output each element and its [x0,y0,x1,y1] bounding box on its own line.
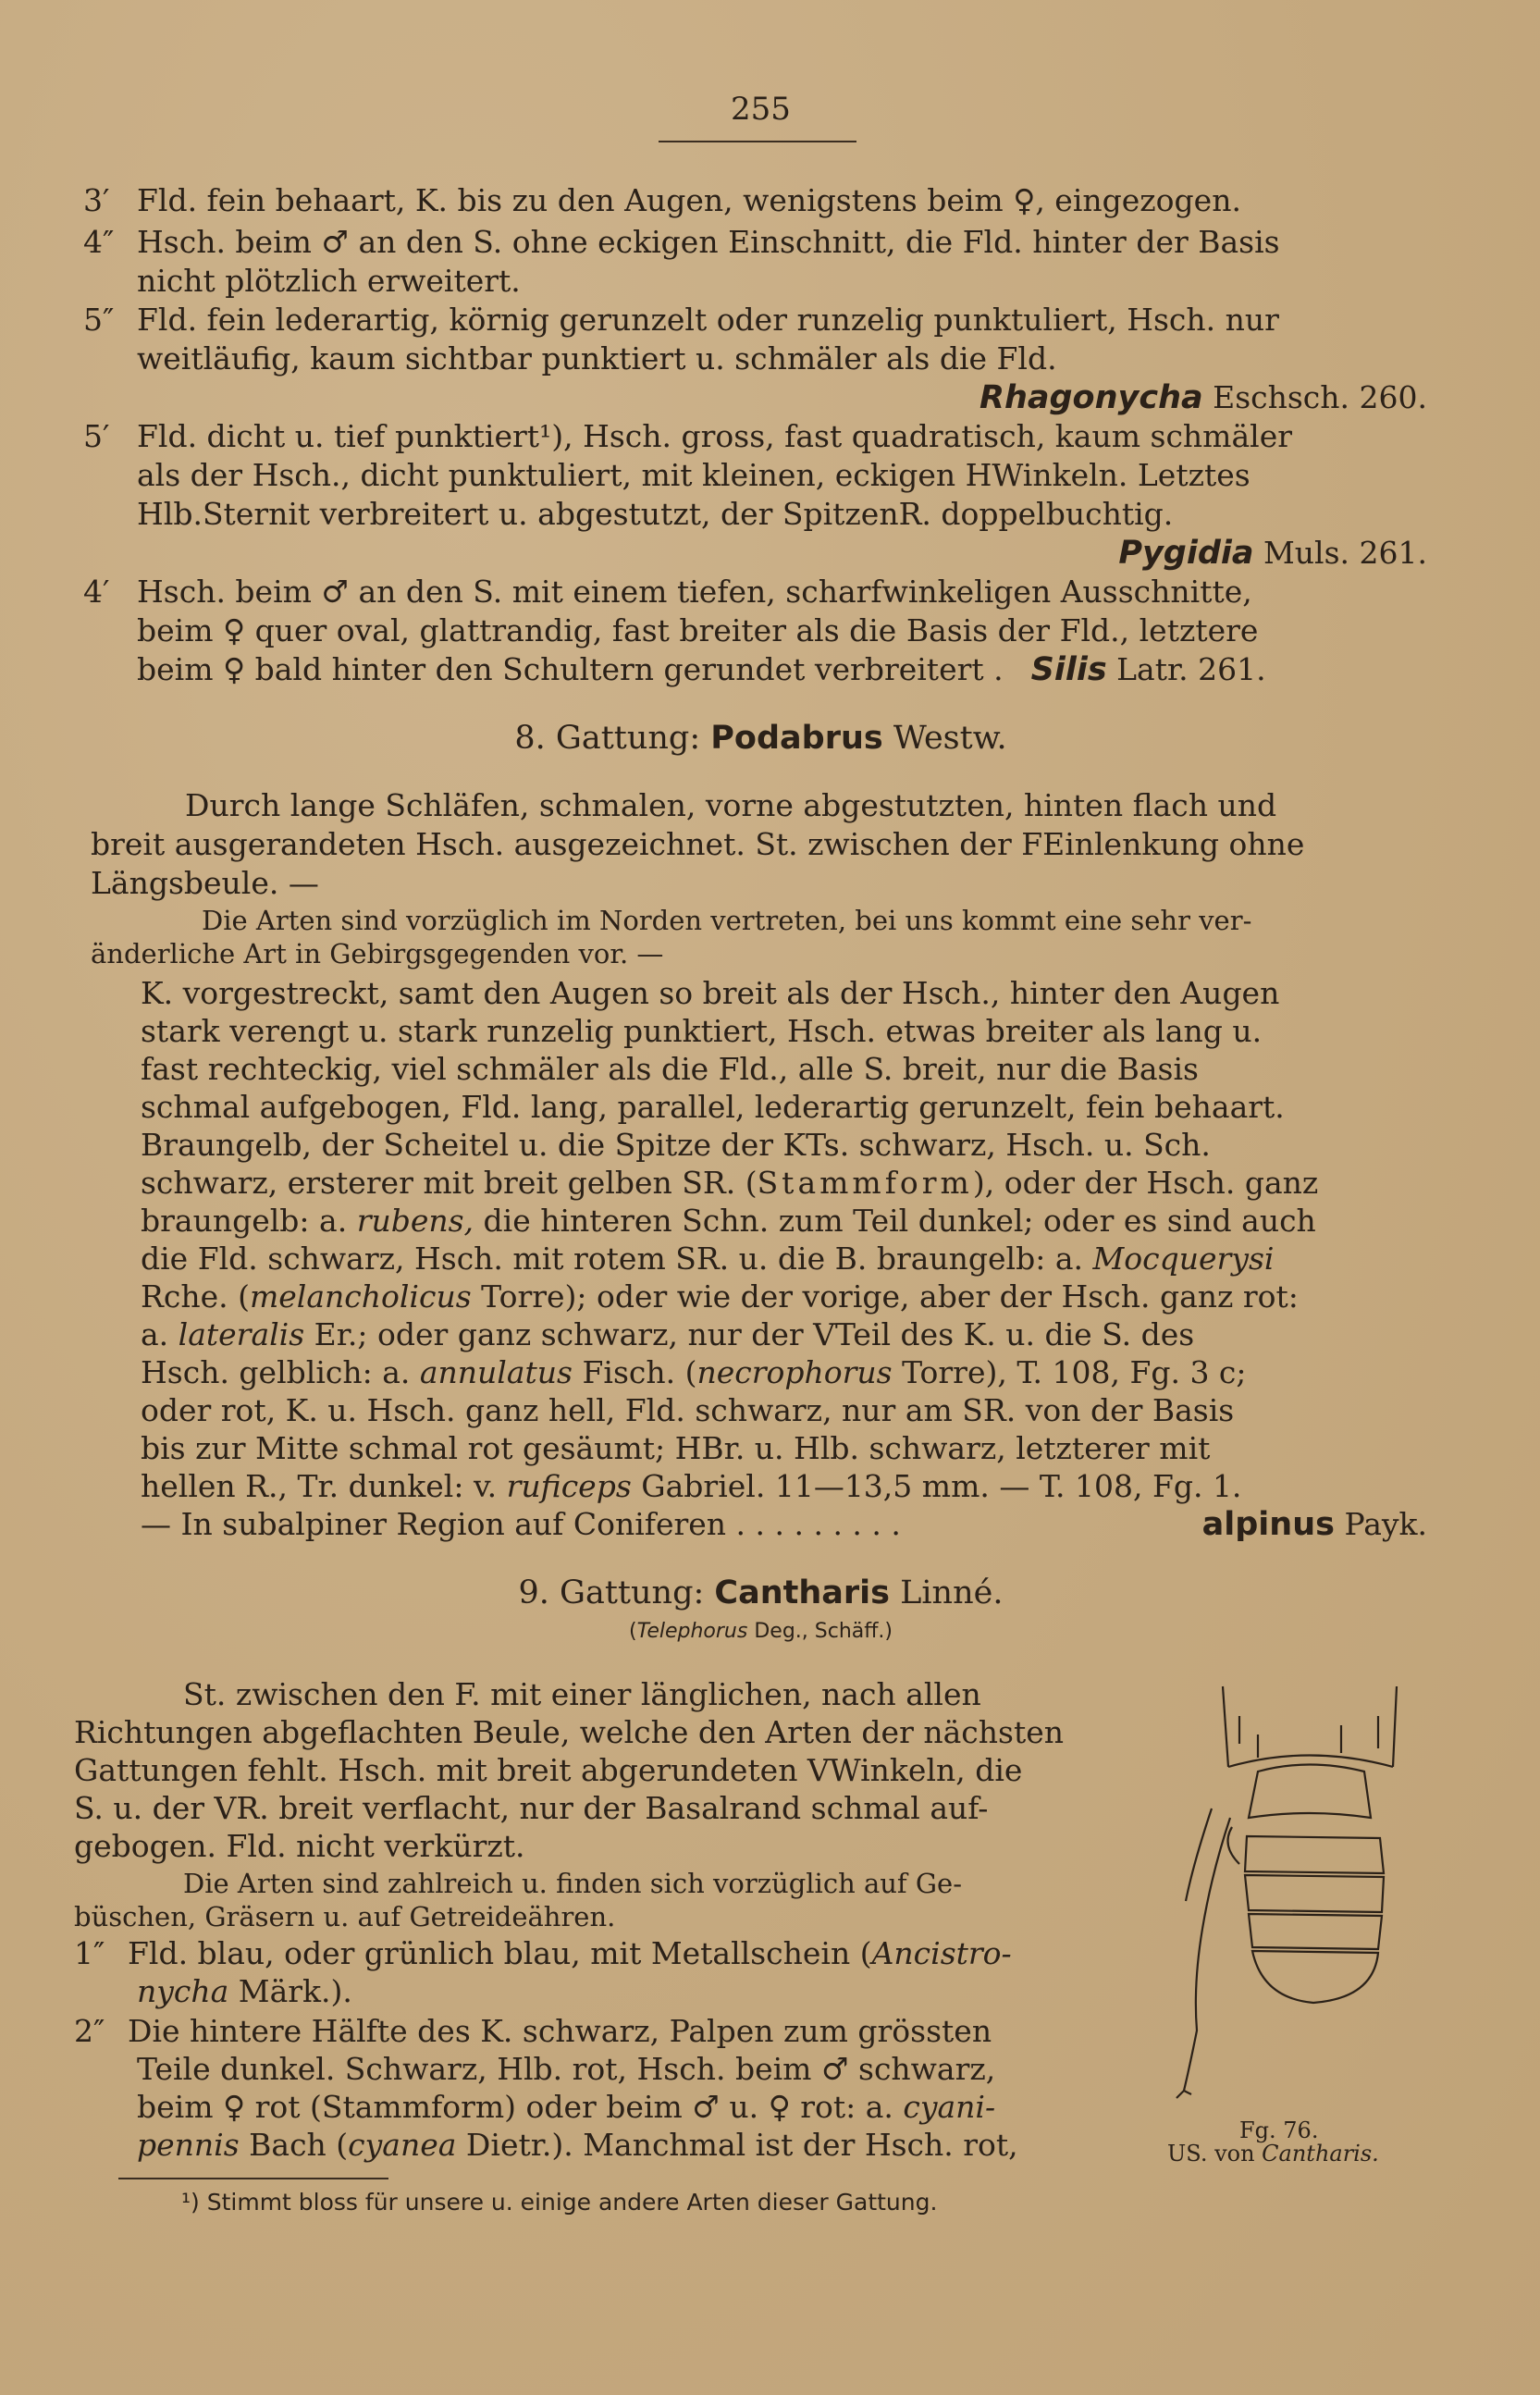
description-line [141,1165,1318,1202]
key-text: Fld. fein behaart, K. bis zu den Augen, wenigstens beim ♀, eingezogen. [137,182,1241,218]
key-text: beim ♀ bald hinter den Schultern gerundet verbreitert . [137,651,1004,687]
description-line [141,1316,1194,1353]
text-run: Hsch. gelblich: a. [141,1354,420,1390]
key-text: Hsch. beim ♂ an den S. ohne eckigen Einschnitt, die Fld. hinter der Basis [137,224,1280,260]
genus-name: nycha [137,1973,229,2009]
text-run: Märk.). [228,1973,352,2009]
key-line [83,418,1292,455]
section-heading [0,718,1522,759]
key-line [137,2089,995,2126]
page-number: 255 [731,91,791,128]
key-marker: 4″ [83,224,115,260]
genus-name: Silis [1030,651,1107,688]
figure-line [1245,1875,1384,1912]
synonym-genus: Telephorus [636,1620,748,1643]
description-line [141,1241,1274,1278]
genus-line [979,379,1427,416]
key-line [74,2013,992,2050]
text-run: Bach ( [239,2127,349,2163]
text-run: beim ♀ rot (Stammform) oder beim ♂ u. ♀ rot: a. [137,2089,904,2125]
description-line [141,1278,1299,1315]
description-line: stark verengt u. stark runzelig punktiert, Hsch. etwas breiter als lang u. [141,1013,1263,1049]
figure-line [1202,1818,1230,1929]
text-run: Gabriel. 11—13,5 mm. — T. 108, Fg. 1. [631,1468,1242,1504]
genus-name: Ancistro- [871,1935,1012,1971]
key-line [74,1935,1012,1972]
text-run: ( [629,1620,637,1643]
key-marker: 4′ [83,574,110,610]
paragraph-line: S. u. der VR. breit verflacht, nur der Basalrand schmal auf- [74,1790,989,1826]
paragraph-line: Richtungen abgeflachten Beule, welche den Arten der nächsten [74,1714,1064,1750]
genus-author: Latr. 261. [1106,651,1266,687]
footnote-rule [118,2178,388,2179]
text-run: die Fld. schwarz, Hsch. mit rotem SR. u. die B. braungelb: a. [141,1241,1093,1277]
heading-genus: Cantharis [714,1574,890,1611]
figure-line [1239,1716,1378,1758]
heading-prefix: 8. Gattung: [514,720,711,757]
small-line: büschen, Gräsern u. auf Getreideähren. [74,1901,616,1932]
key-line [83,302,1279,339]
paragraph-line: gebogen. Fld. nicht verkürzt. [74,1828,525,1864]
text-run: hellen R., Tr. dunkel: v. [141,1468,507,1504]
text-run: ), oder der Hsch. ganz [972,1165,1319,1201]
text-run: a. [141,1316,179,1352]
key-line [83,224,1280,261]
key-marker: 5′ [83,418,110,454]
paragraph-line: Längsbeule. — [91,865,319,901]
species-name: necrophorus [696,1354,893,1390]
text-run: Rche. ( [141,1278,250,1315]
text-run: US. von [1167,2141,1263,2167]
text-run: Die hintere Hälfte des K. schwarz, Palpen zum grössten [128,2013,992,2049]
figure-line [1184,1929,1202,2091]
figure-line [1186,1809,1212,1901]
key-line [137,651,1266,688]
description-line: — In subalpiner Region auf Coniferen . . . . . . . . . [141,1506,901,1542]
text-run: die hinteren Schn. zum Teil dunkel; oder es sind auch [474,1203,1316,1239]
species-name: rubens, [356,1203,474,1239]
species-name: lateralis [178,1316,305,1352]
figure-line [1393,1686,1397,1767]
text-run: Fisch. ( [573,1354,697,1390]
genus-name: Cantharis. [1262,2141,1379,2167]
figure-line [1228,1827,1240,1864]
text-run: Er.; oder ganz schwarz, nur der VTeil des K. u. die S. des [304,1316,1195,1352]
figure-line [1252,1951,1378,2003]
species-name: Mocquerysi [1092,1241,1275,1277]
key-line: Hlb.Sternit verbreitert u. abgestutzt, der SpitzenR. doppelbuchtig. [137,496,1174,532]
section-heading [0,1573,1522,1613]
description-line [141,1203,1316,1240]
description-line: oder rot, K. u. Hsch. ganz hell, Fld. schwarz, nur am SR. von der Basis [141,1392,1235,1428]
text-run: Torre); oder wie der vorige, aber der Hsch. ganz rot: [471,1278,1299,1315]
figure-caption [1167,2141,1379,2167]
text-run: Stammform [757,1165,973,1201]
text-run: braungelb: a. [141,1203,357,1239]
species-author: Payk. [1334,1506,1427,1542]
small-line: änderliche Art in Gebirgsgegenden vor. — [91,938,664,969]
key-marker: 5″ [83,302,115,338]
section-subheading [0,1619,1522,1645]
description-line: Braungelb, der Scheitel u. die Spitze der KTs. schwarz, Hsch. u. Sch. [141,1127,1211,1163]
small-line: Die Arten sind vorzüglich im Norden vertreten, bei uns kommt eine sehr ver- [202,905,1252,936]
key-line: als der Hsch., dicht punktuliert, mit kleinen, eckigen HWinkeln. Letztes [137,457,1250,493]
text-run: schwarz, ersterer mit breit gelben SR. ( [141,1165,758,1201]
paragraph-line: Gattungen fehlt. Hsch. mit breit abgerundeten VWinkeln, die [74,1752,1023,1788]
text-run: Deg., Schäff.) [747,1620,893,1643]
text-run: Torre), T. 108, Fg. 3 c; [892,1354,1247,1390]
key-line [137,2127,1018,2164]
species-name: alpinus [1201,1506,1335,1543]
genus-author: Muls. 261. [1253,535,1427,571]
key-marker: 2″ [74,2013,105,2049]
paragraph-line: St. zwischen den F. mit einer länglichen, nach allen [183,1676,981,1712]
small-line: Die Arten sind zahlreich u. finden sich vorzüglich auf Ge- [183,1868,963,1899]
genus-name: Rhagonycha [979,379,1203,416]
species-name: ruficeps [506,1468,632,1504]
paragraph-line: Durch lange Schläfen, schmalen, vorne abgestutzten, hinten flach und [185,787,1277,823]
heading-author: Linné. [889,1574,1004,1611]
key-line: Teile dunkel. Schwarz, Hlb. rot, Hsch. beim ♂ schwarz, [137,2051,996,2087]
species-line [1202,1506,1427,1543]
species-name: pennis [137,2127,240,2163]
species-name: cyani- [903,2089,996,2125]
genus-line [1118,535,1427,572]
description-line: schmal aufgebogen, Fld. lang, parallel, lederartig gerunzelt, fein behaart. [141,1089,1285,1125]
description-line: K. vorgestreckt, samt den Augen so breit als der Hsch., hinter den Augen [141,975,1280,1011]
key-marker: 3′ [83,182,110,218]
heading-author: Westw. [882,720,1007,757]
key-text: Fld. dicht u. tief punktiert¹), Hsch. gross, fast quadratisch, kaum schmäler [137,418,1293,454]
figure-line [1249,1765,1371,1819]
genus-name: Pygidia [1118,535,1254,572]
key-line [137,1973,352,2010]
paragraph-line: breit ausgerandeten Hsch. ausgezeichnet. St. zwischen der FEinlenkung ohne [91,826,1305,862]
species-name: annulatus [419,1354,573,1390]
description-line: bis zur Mitte schmal rot gesäumt; HBr. u. Hlb. schwarz, letzterer mit [141,1430,1211,1466]
species-name: melancholicus [249,1278,472,1315]
key-line: nicht plötzlich erweitert. [137,263,521,299]
key-text: Hsch. beim ♂ an den S. mit einem tiefen, scharfwinkeligen Ausschnitte, [137,574,1252,610]
key-line: beim ♀ quer oval, glattrandig, fast breiter als die Basis der Fld., letztere [137,612,1259,648]
footnote: ¹) Stimmt bloss für unsere u. einige andere Arten dieser Gattung. [181,2189,938,2216]
key-line [83,574,1252,611]
figure-line [1177,2091,1191,2098]
description-line: fast rechteckig, viel schmäler als die Fld., alle S. breit, nur die Basis [141,1051,1199,1087]
figure-line [1245,1836,1384,1873]
figure-line [1249,1914,1382,1949]
key-line [83,182,1241,219]
header-rule [659,141,856,142]
figure-number: Fg. 76. [1239,2117,1319,2143]
key-line: weitläufig, kaum sichtbar punktiert u. schmäler als die Fld. [137,340,1057,377]
description-line [141,1468,1241,1505]
genus-author: Eschsch. 260. [1202,379,1427,415]
heading-genus: Podabrus [710,720,883,757]
text-run: Fld. blau, oder grünlich blau, mit Metallschein ( [128,1935,872,1971]
text-run: Dietr.). Manchmal ist der Hsch. rot, [456,2127,1018,2163]
key-marker: 1″ [74,1935,105,1971]
key-text: Fld. fein lederartig, körnig gerunzelt oder runzelig punktuliert, Hsch. nur [137,302,1279,338]
species-name: cyanea [348,2127,457,2163]
description-line [141,1354,1247,1391]
figure-line [1223,1686,1228,1767]
figure-cantharis-underside [1175,1679,1424,2118]
heading-prefix: 9. Gattung: [518,1574,715,1611]
